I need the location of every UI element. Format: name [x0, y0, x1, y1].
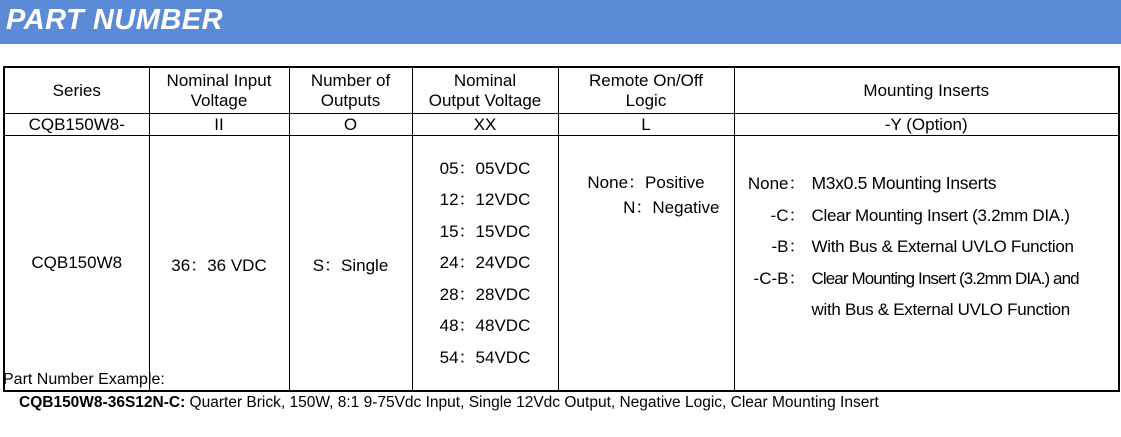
mounting-option: [735, 168, 1119, 200]
mounting-description: M3x0.5 Mounting Inserts: [811, 173, 997, 193]
voltage-option: 15：15VDC: [439, 221, 531, 241]
mounting-description: with Bus & External UVLO Function: [811, 300, 1070, 319]
detail-remote-logic: [558, 136, 734, 392]
mounting-option: [735, 263, 1119, 295]
mounting-code: -B：: [771, 237, 806, 256]
header-row: [4, 67, 1119, 114]
voltage-option: 12：12VDC: [439, 190, 531, 210]
header-input-voltage: Nominal Input Voltage: [149, 67, 289, 114]
code-remote: L: [558, 114, 734, 136]
header-remote-logic: Remote On/Off Logic: [558, 67, 734, 114]
header-number-of-outputs: Number of Outputs: [289, 67, 412, 114]
voltage-option: 24：24VDC: [439, 253, 531, 273]
example-label: Part Number Example:: [3, 371, 165, 388]
code-input: II: [149, 114, 289, 136]
remote-positive: None：Positive: [587, 173, 705, 192]
code-mounting: -Y (Option): [734, 114, 1119, 136]
page-title: PART NUMBER: [6, 4, 224, 36]
detail-input: 36：36 VDC: [149, 136, 289, 392]
detail-series: CQB150W8: [4, 136, 149, 392]
mounting-option: [735, 200, 1119, 232]
voltage-option: 54：54VDC: [439, 347, 531, 367]
detail-output-voltages: [412, 136, 558, 392]
mounting-option: [735, 231, 1119, 263]
header-mounting-inserts: Mounting Inserts: [734, 67, 1119, 114]
mounting-code: -C：: [770, 205, 806, 225]
mounting-description: Clear Mounting Insert (3.2mm DIA.): [811, 205, 1070, 225]
code-series: CQB150W8-: [4, 114, 149, 136]
code-output-voltage: XX: [412, 114, 558, 136]
example-part-number: CQB150W8-36S12N-C:: [19, 394, 186, 411]
header-series: Series: [4, 67, 149, 114]
part-number-table: [3, 66, 1120, 392]
detail-row: [4, 136, 1119, 392]
voltage-option: 05：05VDC: [439, 158, 531, 178]
example-description: Quarter Brick, 150W, 8:1 9-75Vdc Input, Single 12Vdc Output, Negative Logic, Clear Mounting Insert: [185, 394, 879, 411]
mounting-description: With Bus & External UVLO Function: [811, 237, 1074, 256]
title-banner: [0, 0, 1121, 44]
remote-negative: N：Negative: [623, 198, 720, 217]
mounting-code: [735, 294, 806, 326]
detail-outputs: S：Single: [289, 136, 412, 392]
detail-mounting: [734, 136, 1119, 392]
mounting-code: -C-B：: [753, 268, 806, 288]
code-outputs: O: [289, 114, 412, 136]
example-line: [19, 394, 879, 412]
mounting-code: None：: [747, 174, 806, 193]
code-row: [4, 114, 1119, 136]
mounting-option: [735, 294, 1119, 326]
mounting-description: Clear Mounting Insert (3.2mm DIA.) and: [811, 268, 1079, 288]
header-output-voltage: Nominal Output Voltage: [412, 67, 558, 114]
voltage-option: 48：48VDC: [439, 316, 531, 336]
voltage-option: 28：28VDC: [439, 284, 531, 304]
